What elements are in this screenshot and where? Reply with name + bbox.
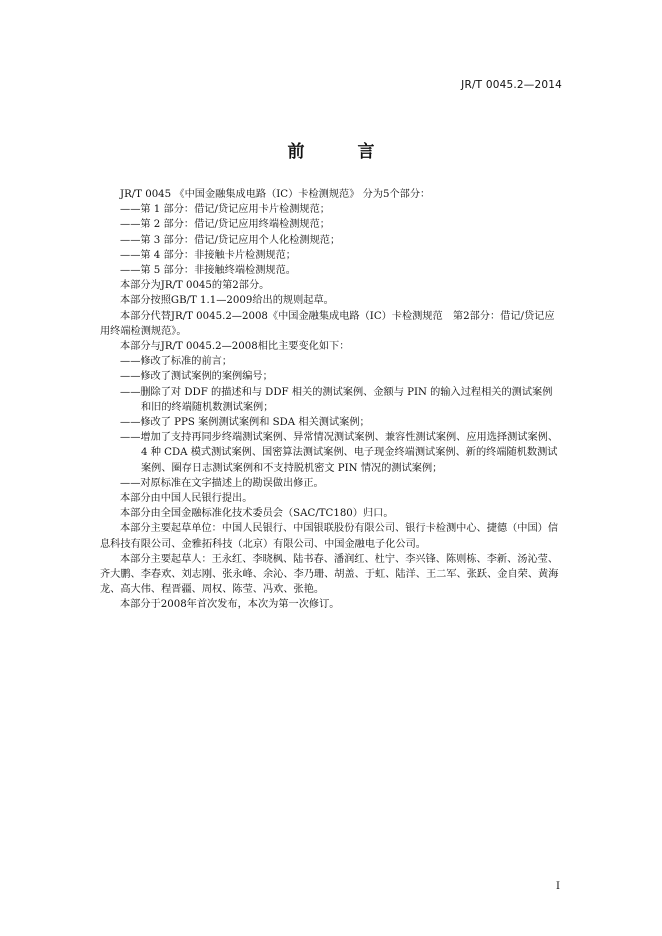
standard-code-header: JR/T 0045.2—2014 (461, 79, 562, 91)
list-item-12: ——删除了对 DDF 的描述和与 DDF 相关的测试案例、金额与 PIN 的输入过程相关的测试案例和旧的终端随机数测试案例； (120, 386, 553, 413)
paragraph-0: JR/T 0045 《中国金融集成电路（IC）卡检测规范》 分为5个部分： (120, 189, 431, 200)
list-item-2: ——第 2 部分：借记/贷记应用终端检测规范； (120, 219, 330, 231)
page-number: I (556, 881, 560, 892)
list-item-3: ——第 3 部分：借记/贷记应用个人化检测规范； (120, 234, 341, 246)
paragraph-17: 本部分由全国金融标准化技术委员会（SAC/TC180）归口。 (120, 508, 394, 520)
page-title: 前 言 (287, 142, 393, 162)
list-item-5: ——第 5 部分：非接触终端检测规范。 (120, 265, 296, 277)
paragraph-8: 本部分代替JR/T 0045.2—2008《中国金融集成电路（IC）卡检测规范 第2部分：借记/贷记应用终端检测规范》。 (100, 310, 555, 337)
paragraph-20: 本部分于2008年首次发布，本次为第一次修订。 (120, 599, 340, 611)
list-item-10: ——修改了标准的前言； (120, 356, 233, 368)
paragraph-7: 本部分按照GB/T 1.1—2009给出的规则起草。 (120, 295, 334, 307)
list-item-15: ——对原标准在文字描述上的勘误做出修正。 (120, 477, 324, 489)
list-item-11: ——修改了测试案例的案例编号； (120, 371, 273, 383)
paragraph-19: 本部分主要起草人：王永红、李晓枫、陆书春、潘润红、杜宁、李兴锋、陈则栋、李新、汤沁莹、齐大鹏、李春欢、刘志刚、张永峰、余沁、李乃珊、胡盖、于虹、陆洋、王二军、张跃、金自荣、黄海龙、高大伟、程晋疆、周权、陈莹、冯欢、张艳。 (100, 553, 559, 596)
paragraph-16: 本部分由中国人民银行提出。 (120, 493, 253, 505)
paragraph-9: 本部分与JR/T 0045.2—2008相比主要变化如下： (120, 341, 350, 353)
list-item-4: ——第 4 部分：非接触卡片检测规范； (120, 249, 296, 261)
list-item-13: ——修改了 PPS 案例测试案例和 SDA 相关测试案例； (120, 417, 370, 429)
list-item-1: ——第 1 部分：借记/贷记应用卡片检测规范； (120, 204, 330, 216)
list-item-14: ——增加了支持再同步终端测试案例、异常情况测试案例、兼容性测试案例、应用选择测试案例、4 种 CDA 模式测试案例、国密算法测试案例、电子现金终端测试案例、新的终端随机数测试案例、圈存日志测试案例和不支持脱机密文 PIN 情况的测试案例； (120, 432, 559, 474)
paragraph-6: 本部分为JR/T 0045的第2部分。 (120, 280, 270, 292)
paragraph-18: 本部分主要起草单位：中国人民银行、中国银联股份有限公司、银行卡检测中心、捷德（中国）信息科技有限公司、金雅拓科技（北京）有限公司、中国金融电子化公司。 (100, 523, 559, 550)
foreword-body (100, 187, 562, 613)
